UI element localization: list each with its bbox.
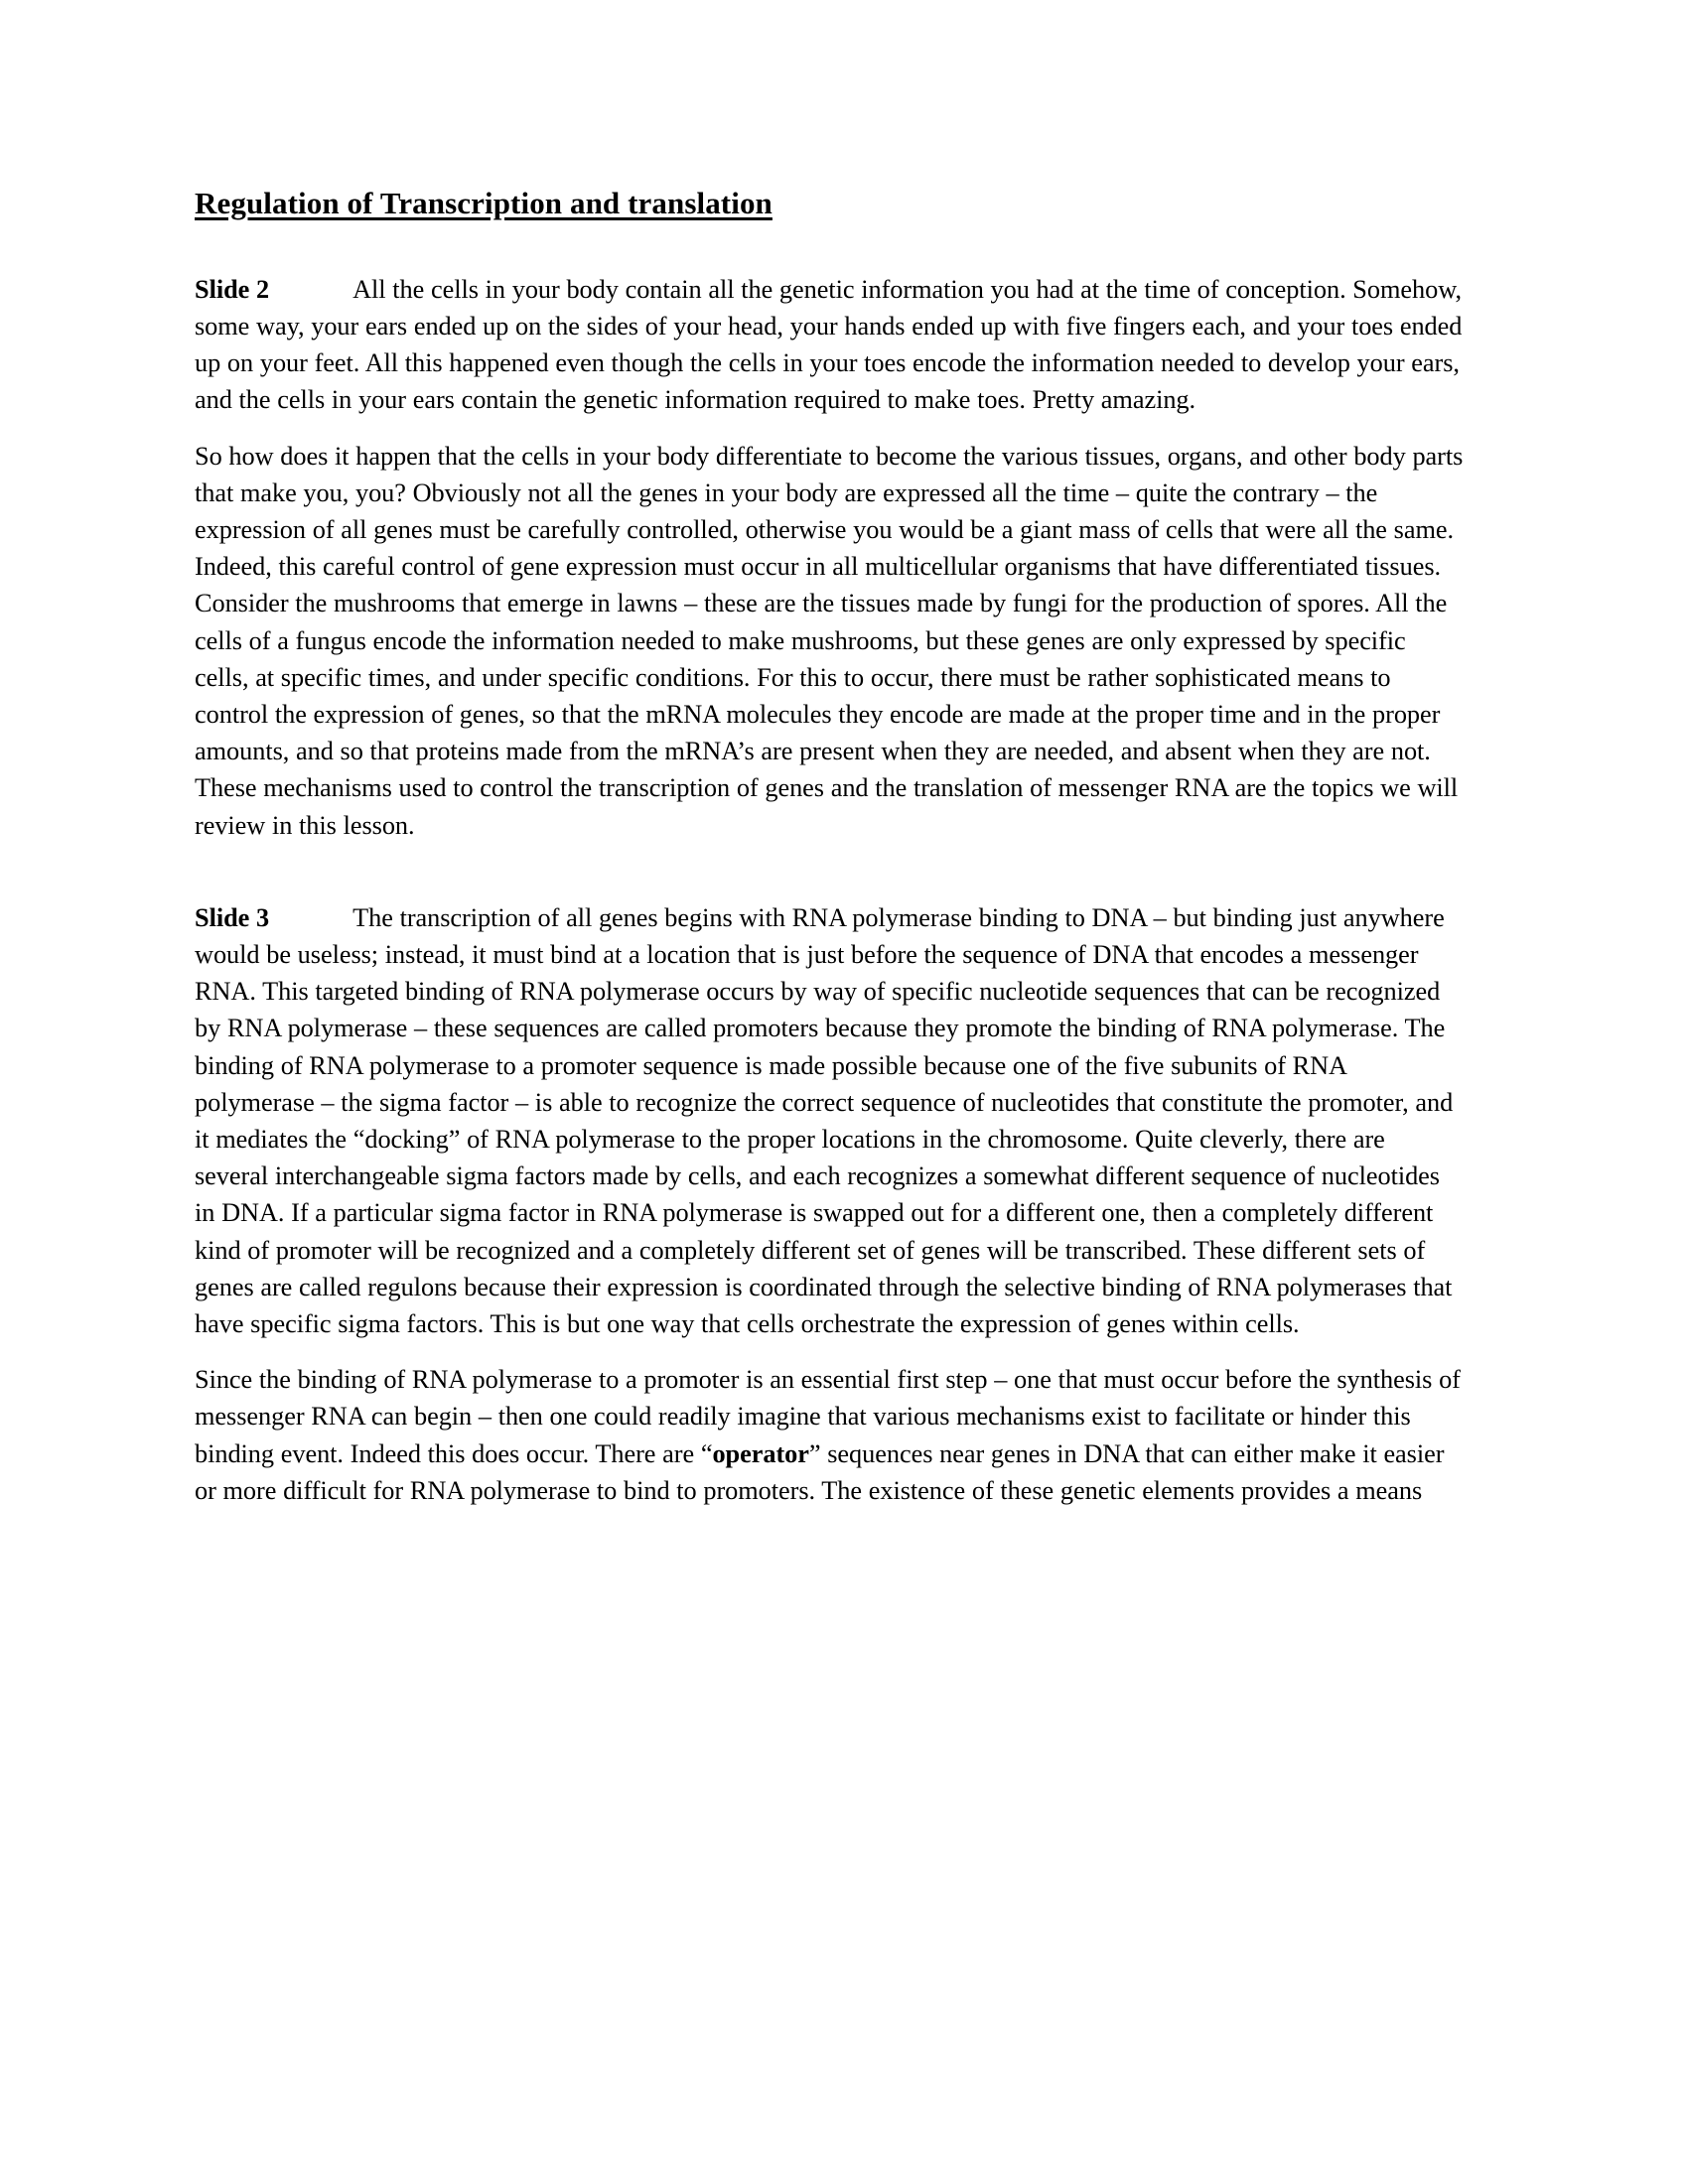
paragraph-slide2-body: So how does it happen that the cells in your body differentiate to become the various tissues, organs, and other body parts that make you, you? Obviously not all the genes in your body are expressed all the time – quite the contrary – the expression of all genes must be carefully controlled, otherwise you would be a giant mass of cells that were all the same. Indeed, this careful control of gene expression must occur in all multicellular organisms that have differentiated tissues. Consider the mushrooms that emerge in lawns – these are the tissues made by fungi for the production of spores. All the cells of a fungus encode the information needed to make mushrooms, but these genes are only expressed by specific cells, at specific times, and under specific conditions. For this to occur, there must be rather sophisticated means to control the expression of genes, so that the mRNA molecules they encode are made at the proper time and in the proper amounts, and so that proteins made from the mRNA’s are present when they are needed, and absent when they are not. These mechanisms used to control the transcription of genes and the translation of messenger RNA are the topics we will review in this lesson. <box>195 441 1464 840</box>
slide-label-3: Slide 3 <box>195 902 270 932</box>
paragraph-text-before-operator: Since the binding of RNA polymerase to a promoter is an essential first step – one that must occur before the synthesis of messenger RNA can begin – then one could readily imagine that various mechanisms exist to facilitate or hinder this binding event. Indeed this does occur. There are “ <box>195 1365 1461 1468</box>
paragraph-slide2-intro <box>195 271 1464 419</box>
paragraph-text: All the cells in your body contain all the genetic information you had at the time of conception. Somehow, some way, your ears ended up on the sides of your head, your hands ended up with five fingers each, and your toes ended up on your feet. All this happened even though the cells in your toes encode the information needed to develop your ears, and the cells in your ears contain the genetic information required to make toes. Pretty amazing. <box>195 274 1463 415</box>
page-title: Regulation of Transcription and translation <box>195 186 773 220</box>
paragraph-text-after-operator: ” sequences near genes in DNA that can either make it easier or more difficult for RNA polymerase to bind to promoters. The existence of these genetic elements provides a means <box>195 1438 1445 1505</box>
spacer <box>195 844 1464 899</box>
spacer <box>195 223 1464 271</box>
document-content <box>195 185 1464 1509</box>
spacer <box>195 1342 1464 1361</box>
paragraph-text: The transcription of all genes begins with RNA polymerase binding to DNA – but binding just anywhere would be useless; instead, it must bind at a location that is just before the sequence of DNA that encodes a messenger RNA. This targeted binding of RNA polymerase occurs by way of specific nucleotide sequences that can be recognized by RNA polymerase – these sequences are called promoters because they promote the binding of RNA polymerase. The binding of RNA polymerase to a promoter sequence is made possible because one of the five subunits of RNA polymerase – the sigma factor – is able to recognize the correct sequence of nucleotides that constitute the promoter, and it mediates the “docking” of RNA polymerase to the proper locations in the chromosome. Quite cleverly, there are several interchangeable sigma factors made by cells, and each recognizes a somewhat different sequence of nucleotides in DNA. If a particular sigma factor in RNA polymerase is swapped out for a different one, then a completely different kind of promoter will be recognized and a completely different set of genes will be transcribed. These different sets of genes are called regulons because their expression is coordinated through the selective binding of RNA polymerases that have specific sigma factors. This is but one way that cells orchestrate the expression of genes within cells. <box>195 902 1454 1339</box>
operator-term: operator <box>712 1438 809 1468</box>
paragraph-slide3-body <box>195 1361 1464 1509</box>
paragraph-slide3-intro <box>195 899 1464 1342</box>
spacer <box>195 419 1464 438</box>
slide-label-2: Slide 2 <box>195 274 270 304</box>
